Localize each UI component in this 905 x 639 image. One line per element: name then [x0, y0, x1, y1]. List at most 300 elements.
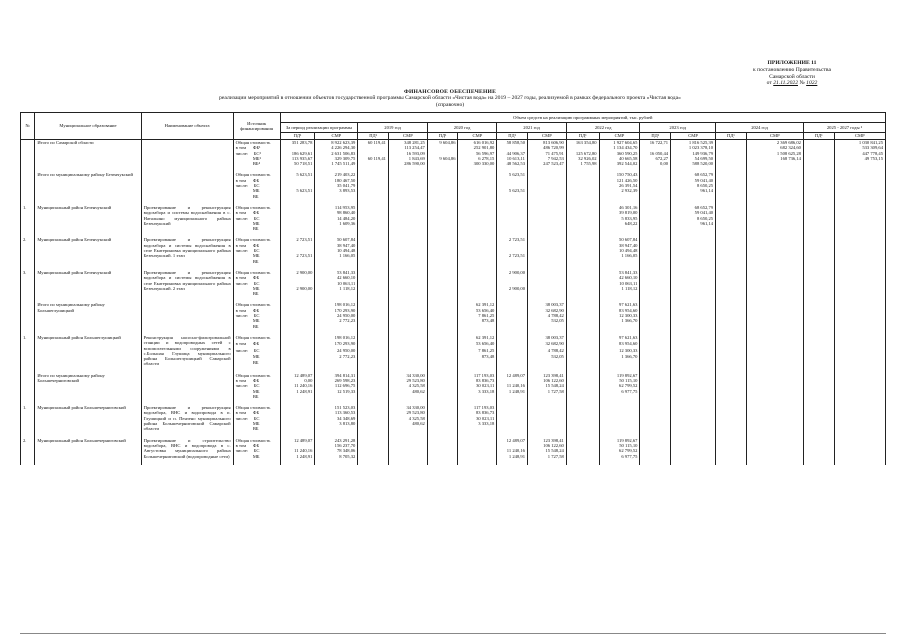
value-cell: 813 606,90 [527, 140, 566, 146]
value-cell: 170 293,90 [315, 341, 358, 347]
value-cell: 106 122,60 [527, 378, 566, 383]
value-cell: 4 226 294,30 [315, 145, 358, 150]
value-cell: 34 348,69 [315, 416, 358, 421]
value-cell: 39 819,00 [599, 210, 640, 215]
spacer-cell [716, 459, 747, 465]
value-cell: 53 656,40 [458, 308, 497, 313]
value-cell: 4 325,58 [388, 416, 427, 421]
value-cell: 961,14 [671, 188, 716, 193]
value-cell: 198 016,12 [315, 335, 358, 341]
value-cell: 269 598,23 [315, 378, 358, 383]
value-cell: 10 063,11 [599, 281, 640, 286]
value-cell: 83 954,60 [599, 341, 640, 347]
spacer-cell [834, 459, 885, 465]
value-cell: 97 621,63 [599, 302, 640, 307]
value-cell: 0,00 [640, 161, 671, 166]
spacer-cell [566, 459, 599, 465]
value-cell: 16 722,71 [640, 140, 671, 146]
spacer-cell [21, 459, 35, 465]
source-cell: ВБ [233, 426, 280, 431]
spacer-cell [233, 459, 280, 465]
value-cell: 16 593,09 [388, 151, 427, 156]
value-cell: 8 650,25 [671, 183, 716, 188]
heading-title: ФИНАНСОВОЕ ОБЕСПЕЧЕНИЕ [403, 89, 497, 95]
value-cell: 59 041,40 [671, 210, 716, 215]
source-cell: МБ [233, 454, 280, 459]
value-cell: 50 115,10 [599, 443, 640, 448]
value-cell: 3 333,18 [458, 389, 497, 394]
value-cell: 5 623,51 [280, 188, 315, 193]
value-cell: 113 254,47 [388, 145, 427, 150]
header-pd: ПД¹ [280, 133, 315, 140]
value-cell: 119 892,67 [599, 438, 640, 443]
table-bottom-border [20, 633, 886, 634]
source-cell: МБ [233, 318, 280, 323]
appendix-date: 21.11.2022 [773, 80, 798, 87]
number-prefix: № [799, 80, 805, 87]
value-cell: 150 750,43 [599, 172, 640, 177]
value-cell: 1 816 525,39 [671, 140, 716, 146]
spacer-cell [388, 459, 427, 465]
value-cell: 2 932,39 [599, 188, 640, 193]
value-cell: 1 927 604,65 [599, 140, 640, 146]
value-cell: 54 699,50 [671, 156, 716, 161]
row-number: 2. [21, 438, 35, 459]
heading-subtitle: реализации мероприятий в отношении объектов государственной программы Самарской области «Чистая вода» на 2019 – 2027 годы, реализуемой в рамках федерального проекта «Чистая вода» [219, 95, 681, 102]
date-prefix: от [766, 80, 772, 87]
header-source: Источник финансирования [233, 113, 280, 140]
header-year-2020: 2020 год [427, 123, 497, 133]
spacer-cell [358, 459, 389, 465]
value-cell: 4 325,58 [388, 383, 427, 388]
value-cell: 532,05 [527, 354, 566, 360]
source-cell: Общая стоимость [233, 270, 280, 275]
header-smr: СМР [527, 133, 566, 140]
source-cell: Общая стоимость [233, 237, 280, 242]
value-cell: 5 833,95 [599, 216, 640, 221]
appendix-line1: к постановлению Правительства [753, 66, 831, 73]
source-cell: в том ФБ [233, 410, 280, 415]
spacer-cell [803, 459, 834, 465]
value-cell: 50 607,84 [599, 237, 640, 242]
value-cell: 40 665,58 [599, 156, 640, 161]
value-cell: 12 300,33 [599, 313, 640, 318]
value-cell: 1 118,12 [599, 286, 640, 291]
value-cell: 447 778,45 [834, 151, 885, 156]
value-cell: 34 330,00 [388, 373, 427, 378]
document-heading [150, 89, 750, 108]
value-cell: 3 813,80 [315, 421, 358, 426]
value-cell: 16 050,44 [640, 151, 671, 156]
value-cell: 682 324,60 [746, 145, 803, 150]
value-cell: 83 954,60 [599, 308, 640, 313]
row-number: 3. [21, 270, 35, 296]
source-cell: Общая стоимость [233, 172, 280, 177]
spacer-cell [497, 459, 528, 465]
value-cell: 5 623,51 [280, 172, 315, 177]
value-cell: 9 604,86 [427, 156, 458, 161]
value-cell: 2 631 506,83 [315, 151, 358, 156]
value-cell: 24 950,00 [315, 348, 358, 354]
value-cell: 123 398,41 [527, 373, 566, 378]
value-cell: 2 900,00 [497, 270, 528, 275]
value-cell: 1 727,58 [527, 389, 566, 394]
header-year-2021: 2021 год [497, 123, 567, 133]
value-cell: 1 118,12 [315, 286, 358, 291]
value-cell: 42 660,10 [599, 275, 640, 280]
spacer-cell [599, 459, 640, 465]
spacer-cell [35, 459, 141, 465]
header-pd: ПД¹ [640, 133, 671, 140]
row-number: 2. [21, 237, 35, 263]
value-cell: 48 562,53 [497, 161, 528, 166]
source-cell: МБ [233, 253, 280, 258]
value-cell: 286 590,00 [388, 161, 427, 166]
source-cell: МБ [233, 286, 280, 291]
value-cell: 60 119,41 [358, 156, 389, 161]
value-cell: 113 360,53 [315, 410, 358, 415]
value-cell: 1 843,69 [388, 156, 427, 161]
value-cell: 1 366,70 [599, 354, 640, 360]
value-cell: 5 623,51 [497, 188, 528, 193]
value-cell: 50 718,51 [280, 161, 315, 166]
object-cell: Проектирование и реконструкция водозабора, ВНС и водопровода в п. Глушицкий и п. Пензено муниципального района Большечерниговский Самарской области [141, 405, 233, 431]
value-cell: 648,22 [599, 221, 640, 226]
source-cell: числе: БС [233, 383, 280, 388]
municipality-cell: Муниципальный район Безенчукский [35, 270, 141, 296]
financing-table [20, 112, 886, 465]
value-cell: 6 278,15 [458, 156, 497, 161]
source-cell: ВБ [233, 291, 280, 296]
object-cell [141, 302, 233, 328]
row-number [21, 140, 35, 167]
value-cell: 2 772,23 [315, 318, 358, 323]
value-cell: 62 391,12 [458, 335, 497, 341]
source-cell: числе: БС [233, 416, 280, 421]
value-cell: 1 755,98 [566, 161, 599, 166]
source-cell: МБ [233, 421, 280, 426]
value-cell: 0,00 [280, 378, 315, 383]
value-cell: 486 720,99 [527, 145, 566, 150]
value-cell: 1 248,91 [280, 454, 315, 459]
value-cell: 29 523,80 [388, 378, 427, 383]
value-cell: 38 947,40 [315, 243, 358, 248]
value-cell: 44 906,37 [497, 151, 528, 156]
value-cell: 125 672,80 [566, 151, 599, 156]
appendix-date-line [707, 80, 877, 87]
source-cell: числе: БС [233, 313, 280, 318]
value-cell: 119 892,67 [599, 373, 640, 378]
header-year-2024: 2024 год [716, 123, 804, 133]
source-cell: МБ [233, 354, 280, 360]
source-cell: Общая стоимость [233, 302, 280, 307]
value-cell: 149 936,79 [671, 151, 716, 156]
header-year-2025-2027: 2025 - 2027 годы ² [803, 123, 885, 133]
municipality-cell: Итого по Самарской области [35, 140, 141, 167]
source-cell: числе: БС [233, 281, 280, 286]
value-cell: 873,48 [458, 354, 497, 360]
value-cell: 3 893,53 [315, 188, 358, 193]
value-cell: 58 858,50 [497, 140, 528, 146]
value-cell: 12 300,33 [599, 348, 640, 354]
value-cell: 3 333,18 [458, 421, 497, 426]
value-cell: 49 753,15 [834, 156, 885, 161]
value-cell: 42 660,10 [315, 275, 358, 280]
row-number [21, 302, 35, 328]
object-cell: Проектирование и строительство водозабора, ВНС и водопровода в с. Августовка муниципального района Большечерниговский (водопроводные сети) [141, 438, 233, 459]
value-cell: 38 003,37 [527, 335, 566, 341]
value-cell: 329 309,75 [315, 156, 358, 161]
header-smr: СМР [388, 133, 427, 140]
value-cell: 151 523,03 [315, 405, 358, 410]
municipality-cell: Итого по муниципальному району Большеглушицкий [35, 302, 141, 328]
value-cell: 7 942,53 [527, 156, 566, 161]
value-cell: 34 330,00 [388, 405, 427, 410]
municipality-cell: Итого по муниципальному району Большечерниговский [35, 373, 141, 399]
value-cell: 5 623,51 [497, 172, 528, 177]
value-cell: 117 193,03 [458, 373, 497, 378]
source-cell: числе: БС [233, 248, 280, 253]
object-cell [141, 373, 233, 399]
value-cell: 8 922 623,39 [315, 140, 358, 146]
object-cell: Проектирование и реконструкция водозабора и системы водоснабжения в селе Екатериновка муниципального района Безенчукский. 2 этап [141, 270, 233, 296]
spacer-cell [671, 459, 716, 465]
header-year-2022: 2022 год [566, 123, 640, 133]
row-number: 1. [21, 405, 35, 431]
value-cell: 1 248,91 [280, 389, 315, 394]
value-cell: 11 240,16 [497, 383, 528, 388]
source-cell: числе: БС [233, 448, 280, 453]
municipality-cell: Итого по муниципальному району Безенчукский [35, 172, 141, 198]
value-cell: 29 523,80 [388, 410, 427, 415]
value-cell: 1 166,05 [315, 253, 358, 258]
value-cell: 56 596,97 [458, 151, 497, 156]
header-smr: СМР [599, 133, 640, 140]
header-no: № [21, 113, 35, 140]
value-cell: 59 041,40 [671, 178, 716, 183]
value-cell: 247 523,47 [527, 161, 566, 166]
value-cell: 1 248,91 [497, 389, 528, 394]
value-cell: 12 519,33 [315, 389, 358, 394]
object-cell: Реконструкция насосно-фильтровальной станции и водопроводных сетей с вспомогательными сооружениями в с.Большая Глушица муниципального района Большеглушицкий Самарской области [141, 335, 233, 367]
source-cell: МБ [233, 188, 280, 193]
source-cell: числе: БС [233, 183, 280, 188]
value-cell: 8 705,32 [315, 454, 358, 459]
header-smr: СМР [671, 133, 716, 140]
value-cell: 1 134 434,70 [599, 145, 640, 150]
appendix-line2: Самарской области [769, 73, 815, 80]
appendix-block [707, 60, 877, 87]
value-cell: 170 293,90 [315, 308, 358, 313]
source-cell: Общая стоимость [233, 373, 280, 378]
value-cell: 6 977,75 [599, 389, 640, 394]
value-cell: 113 935,67 [280, 156, 315, 161]
value-cell: 38 947,40 [599, 243, 640, 248]
source-cell: Общая стоимость [233, 335, 280, 341]
value-cell: 11 240,16 [497, 448, 528, 453]
value-cell: 300 330,00 [458, 161, 497, 166]
value-cell: 114 953,95 [315, 205, 358, 210]
value-cell: 68 652,79 [671, 205, 716, 210]
value-cell: 62 391,12 [458, 302, 497, 307]
value-cell: 24 950,00 [315, 313, 358, 318]
row-number [21, 373, 35, 399]
value-cell: 1 727,58 [527, 454, 566, 459]
value-cell: 2 900,00 [280, 270, 315, 275]
value-cell: 32 682,90 [527, 341, 566, 347]
value-cell: 156 237,70 [315, 443, 358, 448]
header-period-total: За период реализации программы [280, 123, 358, 133]
source-cell: Общая стоимость [233, 405, 280, 410]
value-cell: 12 489,07 [280, 373, 315, 378]
value-cell: 252 901,80 [458, 145, 497, 150]
value-cell: 12 489,07 [280, 438, 315, 443]
value-cell: 15 548,24 [527, 383, 566, 388]
value-cell: 961,14 [671, 221, 716, 226]
source-cell: ВБ⁴ [233, 161, 280, 166]
municipality-cell: Муниципальный район Безенчукский [35, 205, 141, 231]
value-cell: 32 682,90 [527, 308, 566, 313]
value-cell: 4 788,42 [527, 313, 566, 318]
object-cell [141, 140, 233, 167]
value-cell: 2 900,00 [280, 286, 315, 291]
value-cell: 7 861,25 [458, 348, 497, 354]
value-cell: 35 041,79 [315, 183, 358, 188]
value-cell: 10 063,11 [315, 281, 358, 286]
value-cell: 8 650,25 [671, 216, 716, 221]
header-municipality: Муниципальное образование [35, 113, 141, 140]
value-cell: 180 467,50 [315, 178, 358, 183]
value-cell: 15 548,24 [527, 448, 566, 453]
value-cell: 2 723,51 [497, 237, 528, 242]
value-cell: 121 426,50 [599, 178, 640, 183]
value-cell: 243 291,28 [315, 438, 358, 443]
value-cell: 198 016,12 [315, 302, 358, 307]
value-cell: 480,62 [388, 389, 427, 394]
value-cell: 6 977,75 [599, 454, 640, 459]
value-cell: 394 814,31 [315, 373, 358, 378]
source-cell: в том ФБ [233, 275, 280, 280]
source-cell: в том ФБ¹ [233, 145, 280, 150]
value-cell: 2 723,51 [280, 237, 315, 242]
value-cell: 480,62 [388, 421, 427, 426]
value-cell: 392 544,02 [599, 161, 640, 166]
value-cell: 32 926,02 [566, 156, 599, 161]
row-number [21, 172, 35, 198]
value-cell: 53 656,40 [458, 341, 497, 347]
municipality-cell: Муниципальный район Большечерниговский [35, 438, 141, 459]
value-cell: 62 799,52 [599, 448, 640, 453]
row-number: 1. [21, 335, 35, 367]
value-cell: 53 841,33 [599, 270, 640, 275]
source-cell: в том ФБ [233, 341, 280, 347]
value-cell: 348 281,25 [388, 140, 427, 146]
source-cell: в том ФБ [233, 443, 280, 448]
source-cell: числе: БС [233, 348, 280, 354]
value-cell: 11 240,16 [280, 383, 315, 388]
object-cell: Проектирование и реконструкция водозабора и системы водоснабжения в с. Натальино муниципального района Безенчукский [141, 205, 233, 231]
source-cell: в том ФБ [233, 210, 280, 215]
header-year-2019: 2019 год [358, 123, 428, 133]
value-cell: 83 836,73 [458, 410, 497, 415]
row-number: 1. [21, 205, 35, 231]
value-cell: 83 836,73 [458, 378, 497, 383]
value-cell: 10 494,48 [599, 248, 640, 253]
value-cell: 873,48 [458, 318, 497, 323]
value-cell: 106 122,60 [527, 443, 566, 448]
value-cell: 12 489,07 [497, 438, 528, 443]
value-cell: 30 023,11 [458, 416, 497, 421]
spacer-cell [280, 459, 315, 465]
value-cell: 12 489,07 [497, 373, 528, 378]
source-cell: ВБ [233, 226, 280, 231]
value-cell: 53 841,33 [315, 270, 358, 275]
value-cell: 117 193,03 [458, 405, 497, 410]
header-pd: ПД¹ [566, 133, 599, 140]
value-cell: 672,27 [640, 156, 671, 161]
value-cell: 1 609,36 [315, 221, 358, 226]
value-cell: 10 494,48 [315, 248, 358, 253]
spacer-cell [427, 459, 458, 465]
header-smr: СМР [834, 133, 885, 140]
value-cell: 1 508 625,28 [746, 151, 803, 156]
value-cell: 360 590,25 [599, 151, 640, 156]
value-cell: 4 788,42 [527, 348, 566, 354]
value-cell: 50 607,84 [315, 237, 358, 242]
value-cell: 2 723,51 [497, 253, 528, 258]
value-cell: 616 016,92 [458, 140, 497, 146]
header-smr: СМР [458, 133, 497, 140]
object-cell: Проектирование и реконструкция водозабора и системы водоснабжения в селе Екатериновка муниципального района Безенчукский. 1 этап [141, 237, 233, 263]
spacer-cell [141, 459, 233, 465]
source-cell: числе: БС [233, 216, 280, 221]
value-cell: 533 309,64 [834, 145, 885, 150]
appendix-title: ПРИЛОЖЕНИЕ 11 [767, 60, 817, 66]
header-pd: ПД¹ [716, 133, 747, 140]
value-cell: 14 484,20 [315, 216, 358, 221]
header-pd: ПД¹ [427, 133, 458, 140]
source-cell: ВБ [233, 394, 280, 399]
value-cell: 2 900,00 [497, 286, 528, 291]
source-cell: ВБ [233, 259, 280, 264]
value-cell: 2 369 686,02 [746, 140, 803, 146]
header-smr: СМР [315, 133, 358, 140]
value-cell: 2 723,51 [280, 253, 315, 258]
municipality-cell: Муниципальный район Безенчукский [35, 237, 141, 263]
spacer-cell [527, 459, 566, 465]
header-object: Наименование объекта [141, 113, 233, 140]
value-cell: 123 398,41 [527, 438, 566, 443]
value-cell: 26 391,54 [599, 183, 640, 188]
source-cell: Общая стоимость [233, 205, 280, 210]
value-cell: 98 860,40 [315, 210, 358, 215]
value-cell: 2 772,23 [315, 354, 358, 360]
source-cell: в том ФБ [233, 243, 280, 248]
value-cell: 46 301,16 [599, 205, 640, 210]
object-cell [141, 172, 233, 198]
source-cell: ВБ [233, 360, 280, 366]
value-cell: 1 745 511,49 [315, 161, 358, 166]
header-pd: ПД¹ [803, 133, 834, 140]
source-cell: МБ [233, 389, 280, 394]
spacer-cell [640, 459, 671, 465]
header-smr: СМР [746, 133, 803, 140]
value-cell: 186 629,61 [280, 151, 315, 156]
spacer-cell [458, 459, 497, 465]
value-cell: 1 248,91 [497, 454, 528, 459]
value-cell: 532,05 [527, 318, 566, 323]
source-cell: МБ³ [233, 156, 280, 161]
